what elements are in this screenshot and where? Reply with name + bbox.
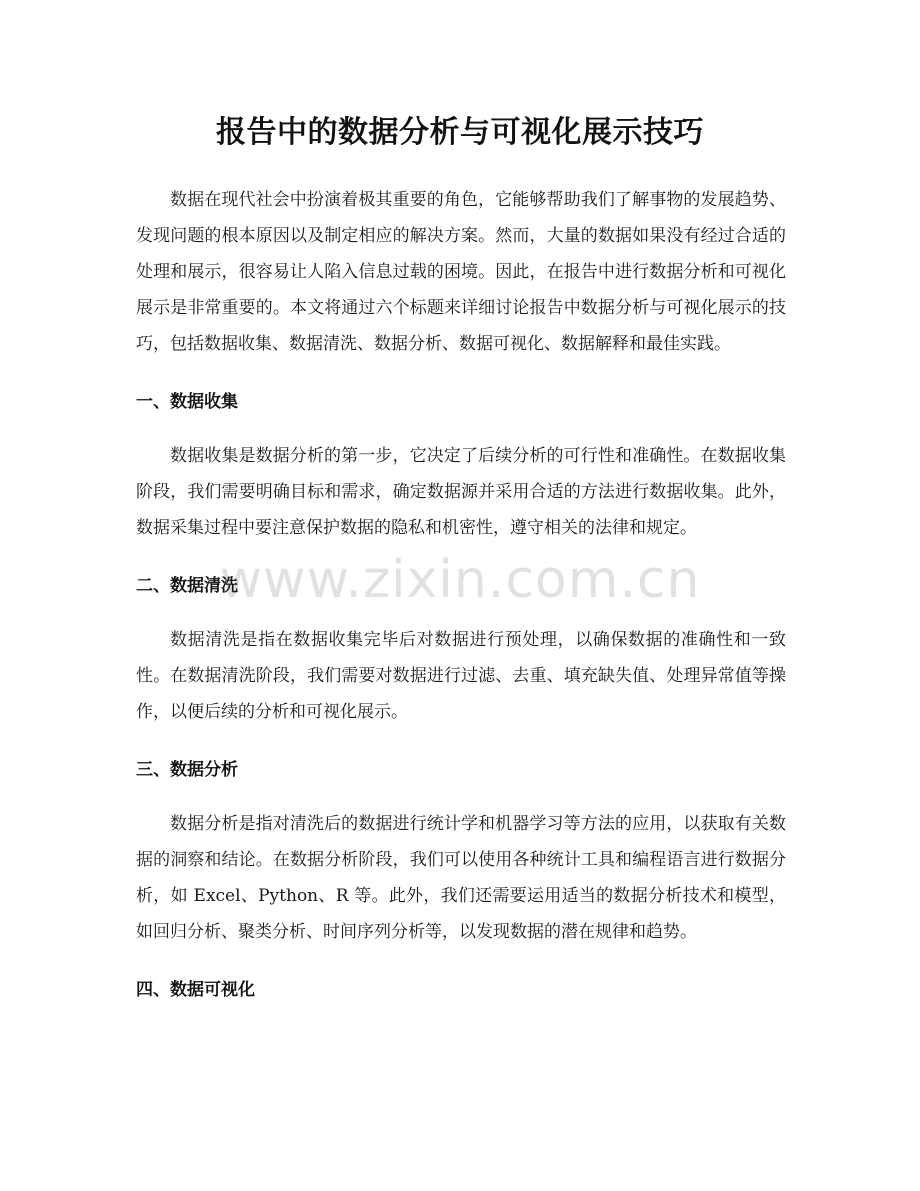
document-body	[136, 182, 786, 1004]
document-title: 报告中的数据分析与可视化展示技巧	[216, 115, 704, 150]
section-body-data-cleaning: 数据清洗是指在数据收集完毕后对数据进行预处理，以确保数据的准确性和一致性。在数据清洗阶段，我们需要对数据进行过滤、去重、填充缺失值、处理异常值等操作，以便后续的分析和可视化展示。	[136, 630, 786, 722]
section-heading-data-cleaning: 二、数据清洗	[136, 576, 238, 596]
section-heading-data-collection: 一、数据收集	[136, 392, 238, 412]
intro-paragraph: 数据在现代社会中扮演着极其重要的角色，它能够帮助我们了解事物的发展趋势、发现问题的根本原因以及制定相应的解决方案。然而，大量的数据如果没有经过合适的处理和展示，很容易让人陷入信息过载的困境。因此，在报告中进行数据分析和可视化展示是非常重要的。本文将通过六个标题来详细讨论报告中数据分析与可视化展示的技巧，包括数据收集、数据清洗、数据分析、数据可视化、数据解释和最佳实践。	[136, 190, 786, 354]
section-body-data-analysis: 数据分析是指对清洗后的数据进行统计学和机器学习等方法的应用，以获取有关数据的洞察和结论。在数据分析阶段，我们可以使用各种统计工具和编程语言进行数据分析，如 Excel、Python、R 等。此外，我们还需要运用适当的数据分析技术和模型，如回归分析、聚类分析、时间序列分析等，以发现数据的潜在规律和趋势。	[136, 814, 786, 942]
section-heading-data-analysis: 三、数据分析	[136, 760, 238, 780]
section-heading-data-visualization: 四、数据可视化	[136, 980, 255, 1000]
watermark-text: www.zixin.com.cn	[219, 550, 701, 610]
section-body-data-collection: 数据收集是数据分析的第一步，它决定了后续分析的可行性和准确性。在数据收集阶段，我们需要明确目标和需求，确定数据源并采用合适的方法进行数据收集。此外，数据采集过程中要注意保护数据的隐私和机密性，遵守相关的法律和规定。	[136, 446, 786, 538]
